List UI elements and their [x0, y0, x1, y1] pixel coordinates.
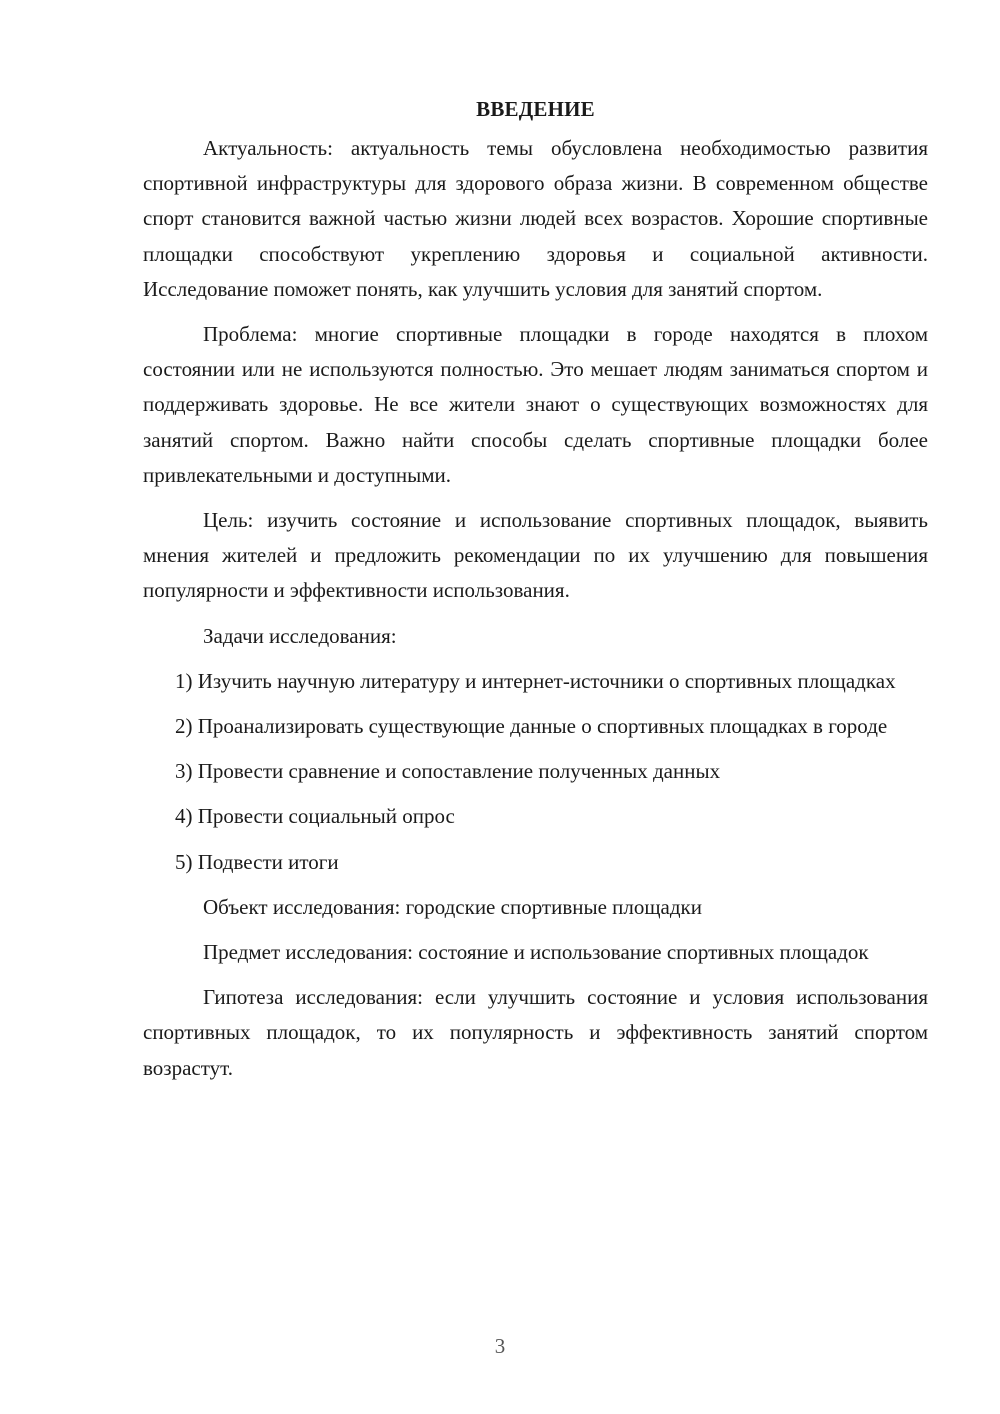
page-number: 3: [494, 1334, 506, 1358]
task-item: 5) Подвести итоги: [175, 849, 339, 874]
task-item: 3) Провести сравнение и сопоставление полученных данных: [175, 759, 721, 784]
task-item: 1) Изучить научную литературу и интернет-источники о спортивных площадках: [175, 668, 896, 693]
goal-paragraph: Цель: изучить состояние и использование спортивных площадок, выявить мнения жителей и предложить рекомендации по их улучшению для повышения популярности и эффективности использования.: [143, 508, 928, 603]
object-paragraph: Объект исследования: городские спортивные площадки: [203, 894, 702, 919]
subject-paragraph: Предмет исследования: состояние и использование спортивных площадок: [203, 940, 869, 965]
problem-paragraph: Проблема: многие спортивные площадки в городе находятся в плохом состоянии или не используются полностью. Это мешает людям заниматься спортом и поддерживать здоровье. Не все жители знают о существующих возможностях для занятий спортом. Важно найти способы сделать спортивные площадки более привлекательными и доступными.: [143, 322, 928, 487]
hypothesis-paragraph: Гипотеза исследования: если улучшить состояние и условия использования спортивных площадок, то их популярность и эффективность занятий спортом возрастут.: [143, 985, 928, 1080]
tasks-list: [143, 664, 928, 880]
relevance-paragraph: Актуальность: актуальность темы обусловлена необходимостью развития спортивной инфраструктуры для здорового образа жизни. В современном обществе спорт становится важной частью жизни людей всех возрастов. Хорошие спортивные площадки способствуют укреплению здоровья и социальной активности. Исследование поможет понять, как улучшить условия для занятий спортом.: [143, 136, 928, 301]
task-item: 4) Провести социальный опрос: [175, 804, 455, 829]
task-item: 2) Проанализировать существующие данные о спортивных площадках в городе: [175, 714, 888, 739]
section-title: ВВЕДЕНИЕ: [476, 97, 595, 121]
tasks-heading: Задачи исследования:: [203, 623, 397, 648]
document-page: [143, 92, 928, 1096]
